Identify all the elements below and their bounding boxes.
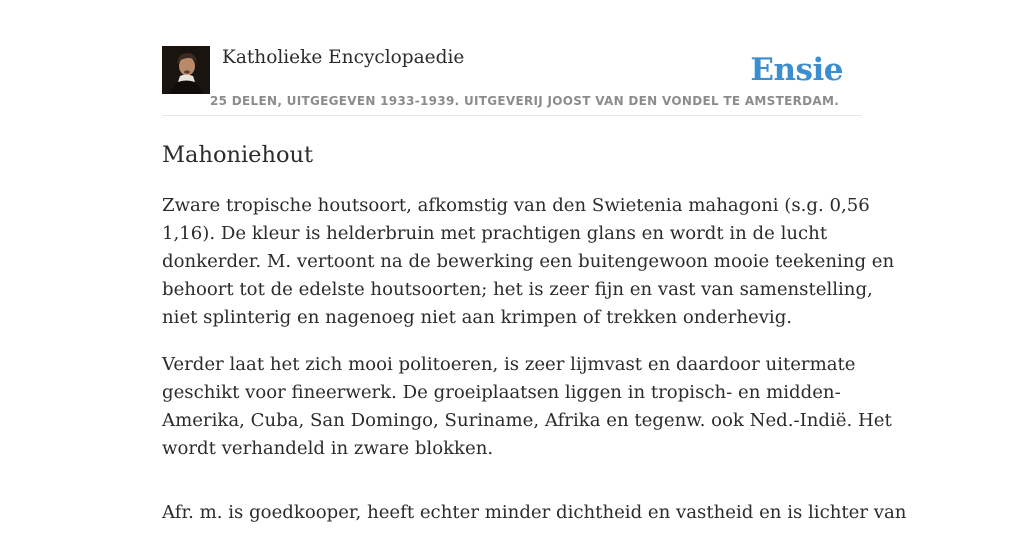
text-line: geschikt voor fineerwerk. De groeiplaatsen liggen in tropisch- en midden-	[162, 382, 841, 403]
entry-title: Mahoniehout	[162, 142, 314, 168]
source-meta: 25 DELEN, UITGEGEVEN 1933-1939. UITGEVERIJ JOOST VAN DEN VONDEL TE AMSTERDAM.	[210, 94, 840, 108]
source-header	[162, 0, 862, 116]
text-line: Zware tropische houtsoort, afkomstig van den Swietenia mahagoni (s.g. 0,56	[162, 195, 870, 216]
text-line: Amerika, Cuba, San Domingo, Suriname, Afrika en tegenw. ook Ned.-Indië. Het	[162, 410, 892, 431]
entry-paragraph	[162, 351, 892, 463]
text-line: Verder laat het zich mooi politoeren, is zeer lijmvast en daardoor uitermate	[162, 354, 856, 375]
text-line: donkerder. M. vertoont na de bewerking een buitengewoon mooie teekening en	[162, 251, 895, 272]
text-line: behoort tot de edelste houtsoorten; het is zeer fijn en vast van samenstelling,	[162, 279, 873, 300]
portrait-icon	[162, 46, 210, 94]
entry-paragraph	[162, 499, 907, 527]
text-line: niet splinterig en nagenoeg niet aan krimpen of trekken onderhevig.	[162, 307, 793, 328]
text-line: Afr. m. is goedkooper, heeft echter minder dichtheid en vastheid en is lichter van	[162, 502, 907, 523]
source-avatar[interactable]	[162, 46, 210, 94]
text-line: 1,16). De kleur is helderbruin met prachtigen glans en wordt in de lucht	[162, 223, 828, 244]
source-title[interactable]: Katholieke Encyclopaedie	[222, 47, 465, 68]
entry-paragraph	[162, 192, 895, 332]
page-container	[162, 0, 907, 523]
text-line: wordt verhandeld in zware blokken.	[162, 438, 494, 459]
entry-body	[162, 192, 907, 546]
ensie-logo[interactable]: Ensie	[750, 52, 843, 88]
